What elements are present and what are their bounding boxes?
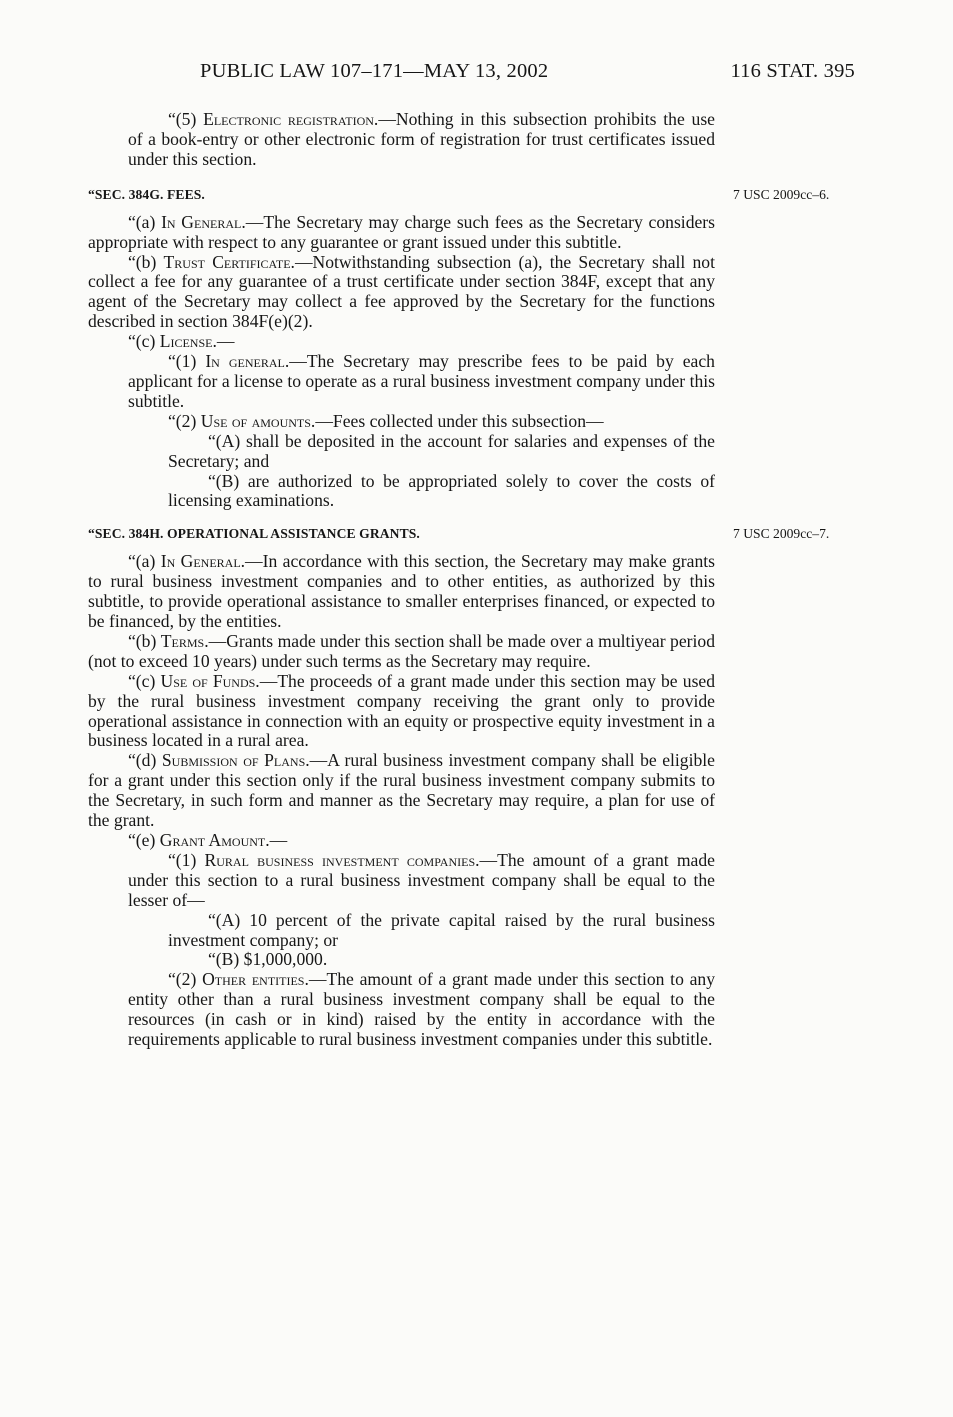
paragraph-e2-other-entities: “(2) Other entities.—The amount of a grant made under this section to any entity other than a rural business investment company shall be equal to the resources (in cash or in kind) raised by the entity in accordance with the requirements applicable to rural business investment companies under this subtitle. [128, 969, 715, 1050]
subsection-c-license: “(c) License.— [128, 331, 235, 352]
paragraph-heading: Other entities. [202, 969, 309, 990]
paragraph-5-electronic-registration: “(5) Electronic registration.—Nothing in this subsection prohibits the use of a book-entry or other electronic form of registration for trust certificates issued under this section. [128, 109, 715, 169]
paragraph-heading: Rural business investment companies. [204, 849, 480, 870]
paragraph-e1-rural-business-investment-companies: “(1) Rural business investment companies.—The amount of a grant made under this section to a rural business investment company shall be equal to the lesser of— [128, 849, 715, 910]
subsection-a-in-general: “(a) In General.—The Secretary may charge such fees as the Secretary considers appropriate with respect to any guarantee or grant issued under this subtitle. [88, 211, 716, 252]
subsection-c-use-of-funds: “(c) Use of Funds.—The proceeds of a grant made under this section may be used by the rural business investment company receiving the grant only to provide operational assistance in connection with an equity or prospective equity investment in a business located in a rural area. [88, 670, 716, 751]
paragraph-heading: Electronic registration. [203, 109, 379, 129]
statute-page-number: 116 STAT. 395 [730, 60, 855, 82]
subsection-b-trust-certificate: “(b) Trust Certificate.—Notwithstanding subsection (a), the Secretary shall not collect a fee for any guarantee of a trust certificate under section 384F, except that any agent of the Secretary may collect a fee approved by the Secretary for the functions described in section 384F(e)(2). [88, 251, 715, 332]
subparagraph-e1a: “(A) 10 percent of the private capital raised by the rural business investment company; or [168, 909, 715, 950]
margin-citation: 7 USC 2009cc–7. [733, 526, 830, 542]
subparagraph-c2a: “(A) shall be deposited in the account for salaries and expenses of the Secretary; and [168, 430, 715, 471]
subsection-heading: Trust Certificate. [163, 251, 295, 272]
subparagraph-e1b: “(B) $1,000,000. [208, 949, 328, 970]
subsection-heading: Grant Amount. [159, 830, 270, 850]
subparagraph-c2b: “(B) are authorized to be appropriated solely to cover the costs of licensing examinations. [168, 470, 715, 511]
subsection-b-terms: “(b) Terms.—Grants made under this section shall be made over a multiyear period (not to exceed 10 years) under such terms as the Secretary may require. [88, 630, 715, 671]
paragraph-c2-use-of-amounts: “(2) Use of amounts.—Fees collected under this subsection— [168, 410, 604, 431]
running-header [88, 60, 855, 90]
subsection-d-submission-of-plans: “(d) Submission of Plans.—A rural business investment company shall be eligible for a grant under this section only if the rural business investment company submits to the Secretary, in such form and manner as the Secretary may require, a plan for use of the grant. [88, 750, 715, 831]
subsection-heading: In General. [161, 211, 246, 232]
subsection-heading: Submission of Plans. [161, 750, 310, 771]
subsection-e-grant-amount: “(e) Grant Amount.— [128, 830, 288, 850]
section-384g-heading: “SEC. 384G. FEES. 7 USC 2009cc–6. [88, 185, 715, 205]
subsection-heading: License. [159, 331, 217, 352]
paragraph-heading: In general. [205, 351, 290, 372]
margin-citation: 7 USC 2009cc–6. [733, 186, 830, 202]
subsection-heading: Terms. [160, 630, 209, 651]
document-body [88, 109, 830, 1050]
subsection-heading: In General. [160, 551, 246, 572]
paragraph-c1-in-general: “(1) In general.—The Secretary may prescribe fees to be paid by each applicant for a license to operate as a rural business investment company under this subtitle. [128, 351, 715, 411]
subsection-a-in-general-grants: “(a) In General.—In accordance with this section, the Secretary may make grants to rural business investment companies and to other entities, as authorized by this subtitle, to provide operational assistance to smaller enterprises financed, or expected to be financed, by the entities. [88, 551, 715, 632]
subsection-heading: Use of Funds. [160, 670, 260, 691]
paragraph-heading: Use of amounts. [200, 410, 316, 431]
public-law-citation: PUBLIC LAW 107–171—MAY 13, 2002 [200, 60, 549, 82]
section-384h-heading: “SEC. 384H. OPERATIONAL ASSISTANCE GRANTS. 7 USC 2009cc–7. [88, 524, 715, 544]
